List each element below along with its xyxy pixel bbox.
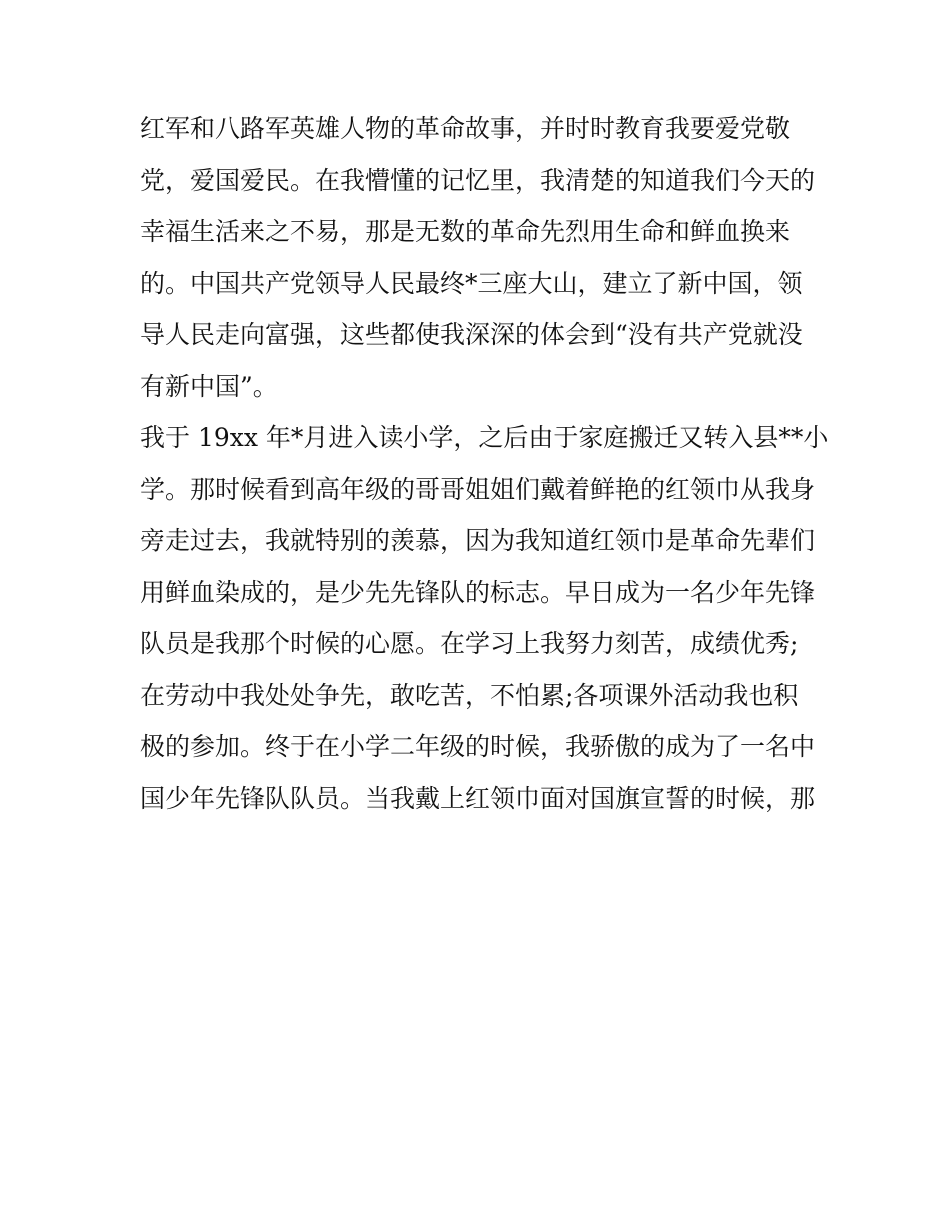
text-line: 在劳动中我处处争先，敢吃苦，不怕累;各项课外活动我也积 (140, 680, 799, 710)
text-line: 用鲜血染成的，是少先先锋队的标志。早日成为一名少年先锋 (140, 577, 816, 607)
text-line: 旁走过去，我就特别的羡慕，因为我知道红领巾是革命先辈们 (140, 526, 816, 555)
text-line: 队员是我那个时候的心愿。在学习上我努力刻苦，成绩优秀; (140, 629, 799, 658)
text-line: 红军和八路军英雄人物的革命故事，并时时教育我要爱党敬 (140, 114, 791, 143)
text-line: 学。那时候看到高年级的哥哥姐姐们戴着鲜艳的红领巾从我身 (140, 474, 816, 504)
text-line: 国少年先锋队队员。当我戴上红领巾面对国旗宣誓的时候，那 (140, 783, 816, 813)
text-line: 导人民走向富强，这些都使我深深的体会到“没有共产党就没 (140, 320, 803, 349)
paragraph-2 (140, 412, 830, 824)
text-line: 党，爱国爱民。在我懵懂的记忆里，我清楚的知道我们今天的 (140, 165, 816, 195)
text-line: 的。中国共产党领导人民最终*三座大山，建立了新中国，领 (140, 268, 803, 298)
text-line: 幸福生活来之不易，那是无数的革命先烈用生命和鲜血换来 (140, 217, 791, 246)
text-line: 有新中国”。 (140, 371, 278, 401)
paragraph-1 (140, 103, 830, 412)
text-line: 我于 19xx 年*月进入读小学，之后由于家庭搬迁又转入县**小 (140, 423, 829, 452)
text-line: 极的参加。终于在小学二年级的时候，我骄傲的成为了一名中 (140, 732, 816, 761)
